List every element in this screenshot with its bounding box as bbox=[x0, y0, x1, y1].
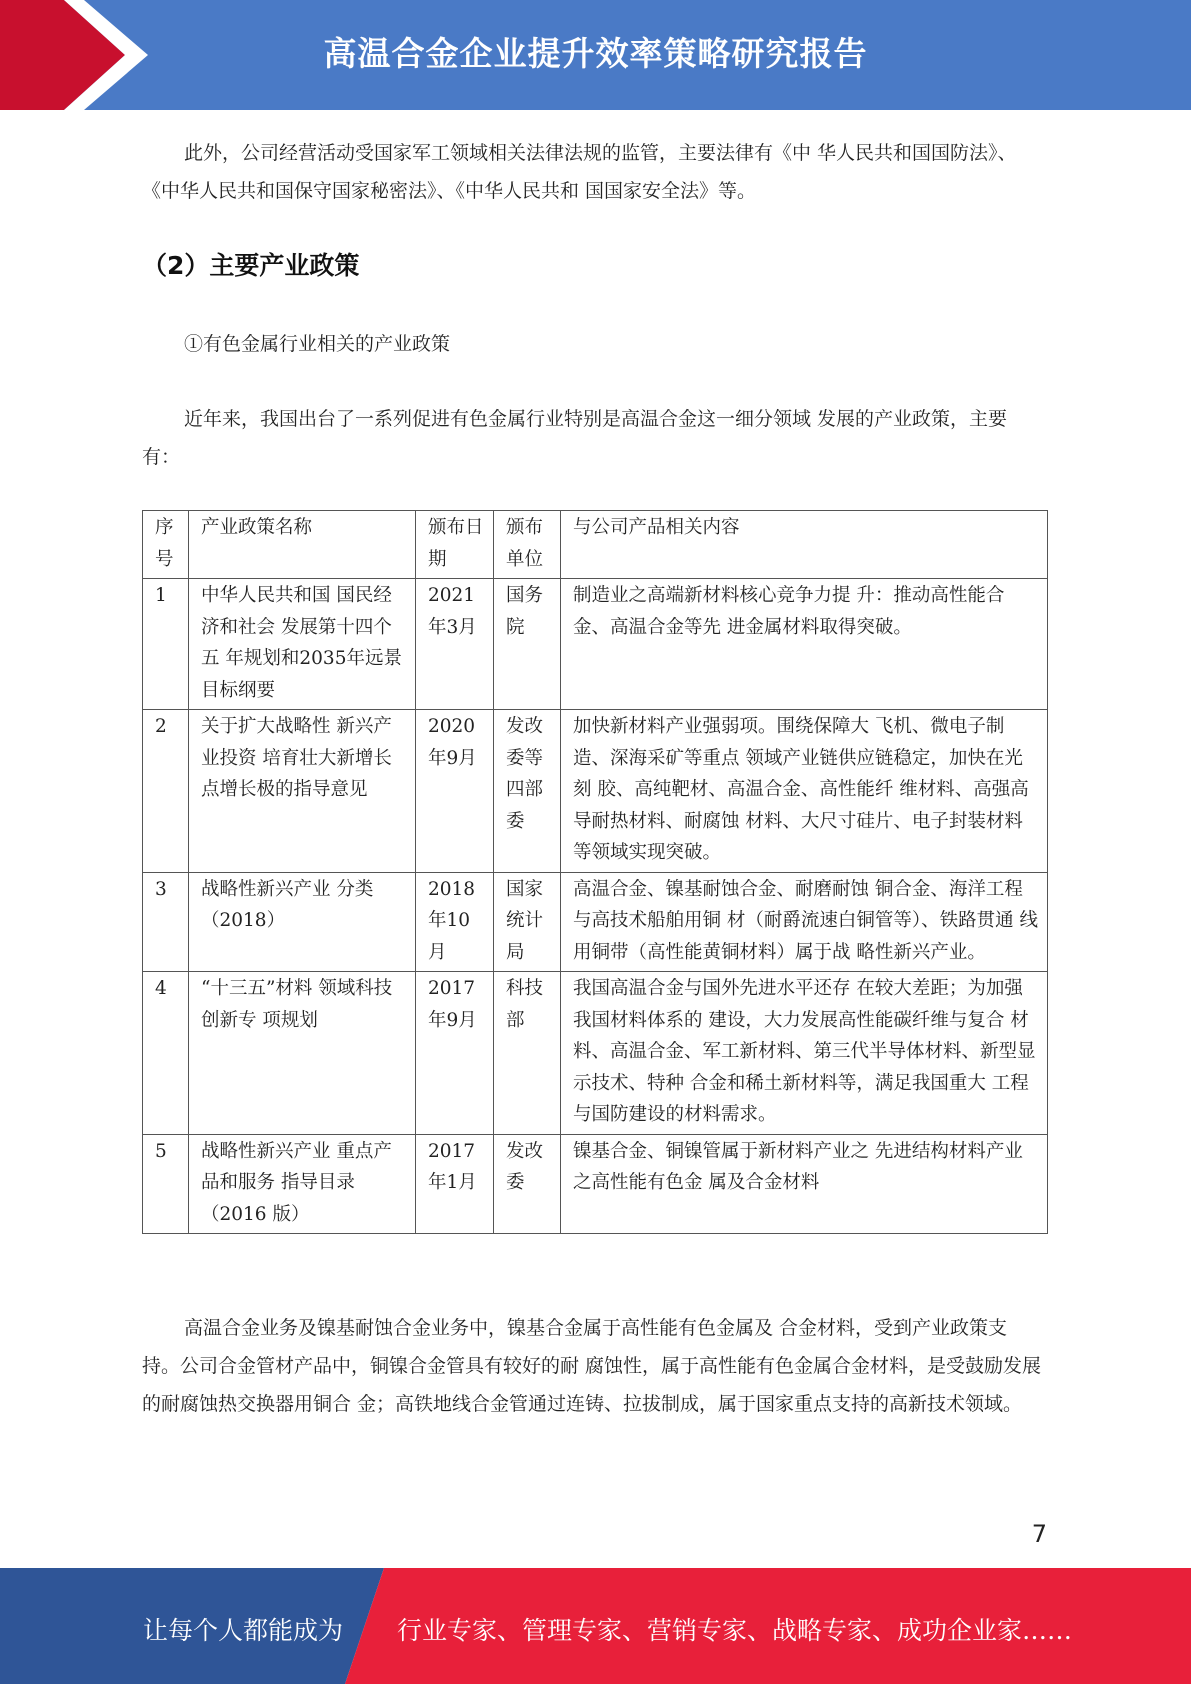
cell-issuer: 发改委等四部委 bbox=[494, 710, 561, 873]
cell-date: 2021年3月 bbox=[416, 579, 494, 710]
cell-issuer: 科技部 bbox=[494, 972, 561, 1135]
table-header-row bbox=[143, 511, 1048, 579]
closing-paragraph: 高温合金业务及镍基耐蚀合金业务中，镍基合金属于高性能有色金属及 合金材料，受到产业政策支持。公司合金管材产品中，铜镍合金管具有较好的耐 腐蚀性，属于高性能有色金属合金材料，是受鼓励发展的耐腐蚀热交换器用铜合 金；高铁地线合金管通过连铸、拉拔制成，属于国家重点支持的高新技术领域。 bbox=[142, 1317, 1042, 1415]
cell-policy-name: 关于扩大战略性 新兴产业投资 培育壮大新增长 点增长极的指导意见 bbox=[189, 710, 416, 873]
cell-content: 加快新材料产业强弱项。围绕保障大 飞机、微电子制造、深海采矿等重点 领域产业链供应链稳定，加快在光刻 胶、高纯靶材、高温合金、高性能纤 维材料、高强高导耐热材料、耐腐蚀 材料、大尺寸硅片、电子封装材料等领域实现突破。 bbox=[561, 710, 1048, 873]
table-row bbox=[143, 872, 1048, 972]
cell-issuer: 发改委 bbox=[494, 1134, 561, 1234]
intro-paragraph: 此外，公司经营活动受国家军工领域相关法律法规的监管，主要法律有《中 华人民共和国国防法》、《中华人民共和国保守国家秘密法》、《中华人民共和 国国家安全法》等。 bbox=[142, 142, 1017, 202]
section-heading: （2）主要产业政策 bbox=[142, 251, 360, 280]
table-row bbox=[143, 1134, 1048, 1234]
cell-issuer: 国务院 bbox=[494, 579, 561, 710]
col-header-policy-name: 产业政策名称 bbox=[189, 511, 416, 579]
report-title: 高温合金企业提升效率策略研究报告 bbox=[323, 34, 868, 73]
table-row bbox=[143, 710, 1048, 873]
page-number: 7 bbox=[1031, 1520, 1047, 1548]
col-header-index: 序号 bbox=[143, 511, 189, 579]
cell-content: 制造业之高端新材料核心竞争力提 升：推动高性能合金、高温合金等先 进金属材料取得突破。 bbox=[561, 579, 1048, 710]
cell-index: 3 bbox=[143, 872, 189, 972]
cell-index: 5 bbox=[143, 1134, 189, 1234]
footer-slogan-left: 让每个人都能成为 bbox=[143, 1616, 344, 1645]
table-row bbox=[143, 972, 1048, 1135]
cell-date: 2017年9月 bbox=[416, 972, 494, 1135]
page-footer bbox=[0, 1568, 1191, 1684]
cell-policy-name: 战略性新兴产业 重点产品和服务 指导目录（2016 版） bbox=[189, 1134, 416, 1234]
cell-index: 1 bbox=[143, 579, 189, 710]
cell-content: 我国高温合金与国外先进水平还存 在较大差距；为加强我国材料体系的 建设，大力发展高性能碳纤维与复合 材料、高温合金、军工新材料、第三代半导体材料、新型显示技术、特种 合金和稀土新材料等，满足我国重大 工程与国防建设的材料需求。 bbox=[561, 972, 1048, 1135]
lead-paragraph: 近年来，我国出台了一系列促进有色金属行业特别是高温合金这一细分领域 发展的产业政策，主要有： bbox=[142, 408, 1008, 468]
policy-table bbox=[142, 510, 1048, 1234]
cell-policy-name: “十三五”材料 领域科技创新专 项规划 bbox=[189, 972, 416, 1135]
cell-date: 2020年9月 bbox=[416, 710, 494, 873]
cell-index: 4 bbox=[143, 972, 189, 1135]
cell-policy-name: 中华人民共和国 国民经济和社会 发展第十四个五 年规划和2035年远景目标纲要 bbox=[189, 579, 416, 710]
cell-content: 镍基合金、铜镍管属于新材料产业之 先进结构材料产业之高性能有色金 属及合金材料 bbox=[561, 1134, 1048, 1234]
cell-index: 2 bbox=[143, 710, 189, 873]
footer-slogan-right: 行业专家、管理专家、营销专家、战略专家、成功企业家…… bbox=[397, 1616, 1073, 1645]
cell-date: 2017年1月 bbox=[416, 1134, 494, 1234]
subheading: ①有色金属行业相关的产业政策 bbox=[184, 333, 451, 355]
col-header-issuer: 颁布单位 bbox=[494, 511, 561, 579]
page-header bbox=[0, 0, 1191, 110]
table-row bbox=[143, 579, 1048, 710]
col-header-content: 与公司产品相关内容 bbox=[561, 511, 1048, 579]
cell-date: 2018年10月 bbox=[416, 872, 494, 972]
cell-policy-name: 战略性新兴产业 分类（2018） bbox=[189, 872, 416, 972]
cell-issuer: 国家统计局 bbox=[494, 872, 561, 972]
cell-content: 高温合金、镍基耐蚀合金、耐磨耐蚀 铜合金、海洋工程与高技术船舶用铜 材（耐爵流速白铜管等）、铁路贯通 线用铜带（高性能黄铜材料）属于战 略性新兴产业。 bbox=[561, 872, 1048, 972]
col-header-date: 颁布日期 bbox=[416, 511, 494, 579]
